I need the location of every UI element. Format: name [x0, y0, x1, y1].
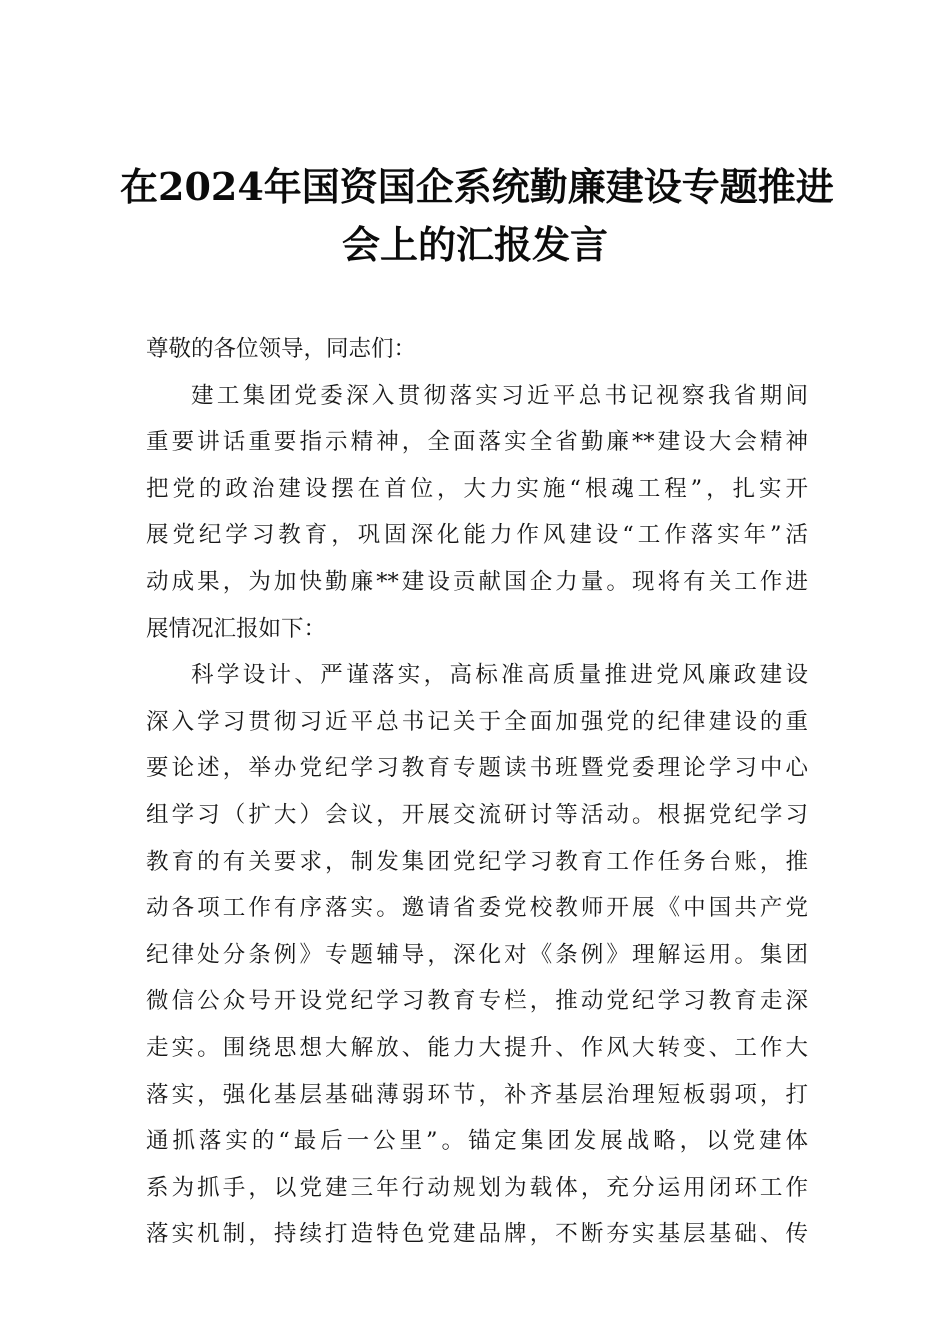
paragraph-2-line-13: 落实机制，持续打造特色党建品牌，不断夯实基层基础、传	[146, 1221, 808, 1248]
title-line-2: 会上的汇报发言	[341, 222, 608, 267]
paragraph-2-line-3: 要论述，举办党纪学习教育专题读书班暨党委理论学习中心	[146, 755, 808, 782]
document-body	[146, 326, 808, 1258]
paragraph-1-line-4: 展党纪学习教育，巩固深化能力作风建设“工作落实年”活	[146, 522, 808, 549]
paragraph-2-line-7: 纪律处分条例》专题辅导，深化对《条例》理解运用。集团	[146, 941, 808, 968]
paragraph-1-line-1: 建工集团党委深入贯彻落实习近平总书记视察我省期间	[191, 382, 808, 409]
paragraph-2-line-11: 通抓落实的“最后一公里”。锚定集团发展战略，以党建体	[146, 1128, 808, 1155]
paragraph-2-line-8: 微信公众号开设党纪学习教育专栏，推动党纪学习教育走深	[146, 988, 808, 1015]
paragraph-1-line-5: 动成果，为加快勤廉**建设贡献国企力量。现将有关工作进	[146, 568, 808, 595]
paragraph-2-line-12: 系为抓手，以党建三年行动规划为载体，充分运用闭环工作	[146, 1174, 808, 1201]
title-line-1: 在2024年国资国企系统勤廉建设专题推进	[120, 164, 834, 209]
paragraph-2-line-10: 落实，强化基层基础薄弱环节，补齐基层治理短板弱项，打	[146, 1081, 808, 1108]
paragraph-2-line-6: 动各项工作有序落实。邀请省委党校教师开展《中国共产党	[146, 895, 808, 922]
paragraph-2-line-9: 走实。围绕思想大解放、能力大提升、作风大转变、工作大	[146, 1034, 808, 1061]
salutation: 尊敬的各位领导，同志们：	[146, 336, 417, 362]
paragraph-1-line-6: 展情况汇报如下：	[146, 615, 327, 642]
paragraph-2-line-2: 深入学习贯彻习近平总书记关于全面加强党的纪律建设的重	[146, 708, 808, 735]
paragraph-1-line-3: 把党的政治建设摆在首位，大力实施“根魂工程”，扎实开	[146, 475, 808, 502]
paragraph-2-line-4: 组学习（扩大）会议，开展交流研讨等活动。根据党纪学习	[146, 801, 808, 828]
paragraph-1-line-2: 重要讲话重要指示精神，全面落实全省勤廉**建设大会精神	[146, 429, 808, 456]
paragraph-2-line-5: 教育的有关要求，制发集团党纪学习教育工作任务台账，推	[146, 848, 808, 875]
paragraph-2-line-1: 科学设计、严谨落实，高标准高质量推进党风廉政建设	[191, 662, 808, 689]
document-title	[120, 158, 834, 274]
